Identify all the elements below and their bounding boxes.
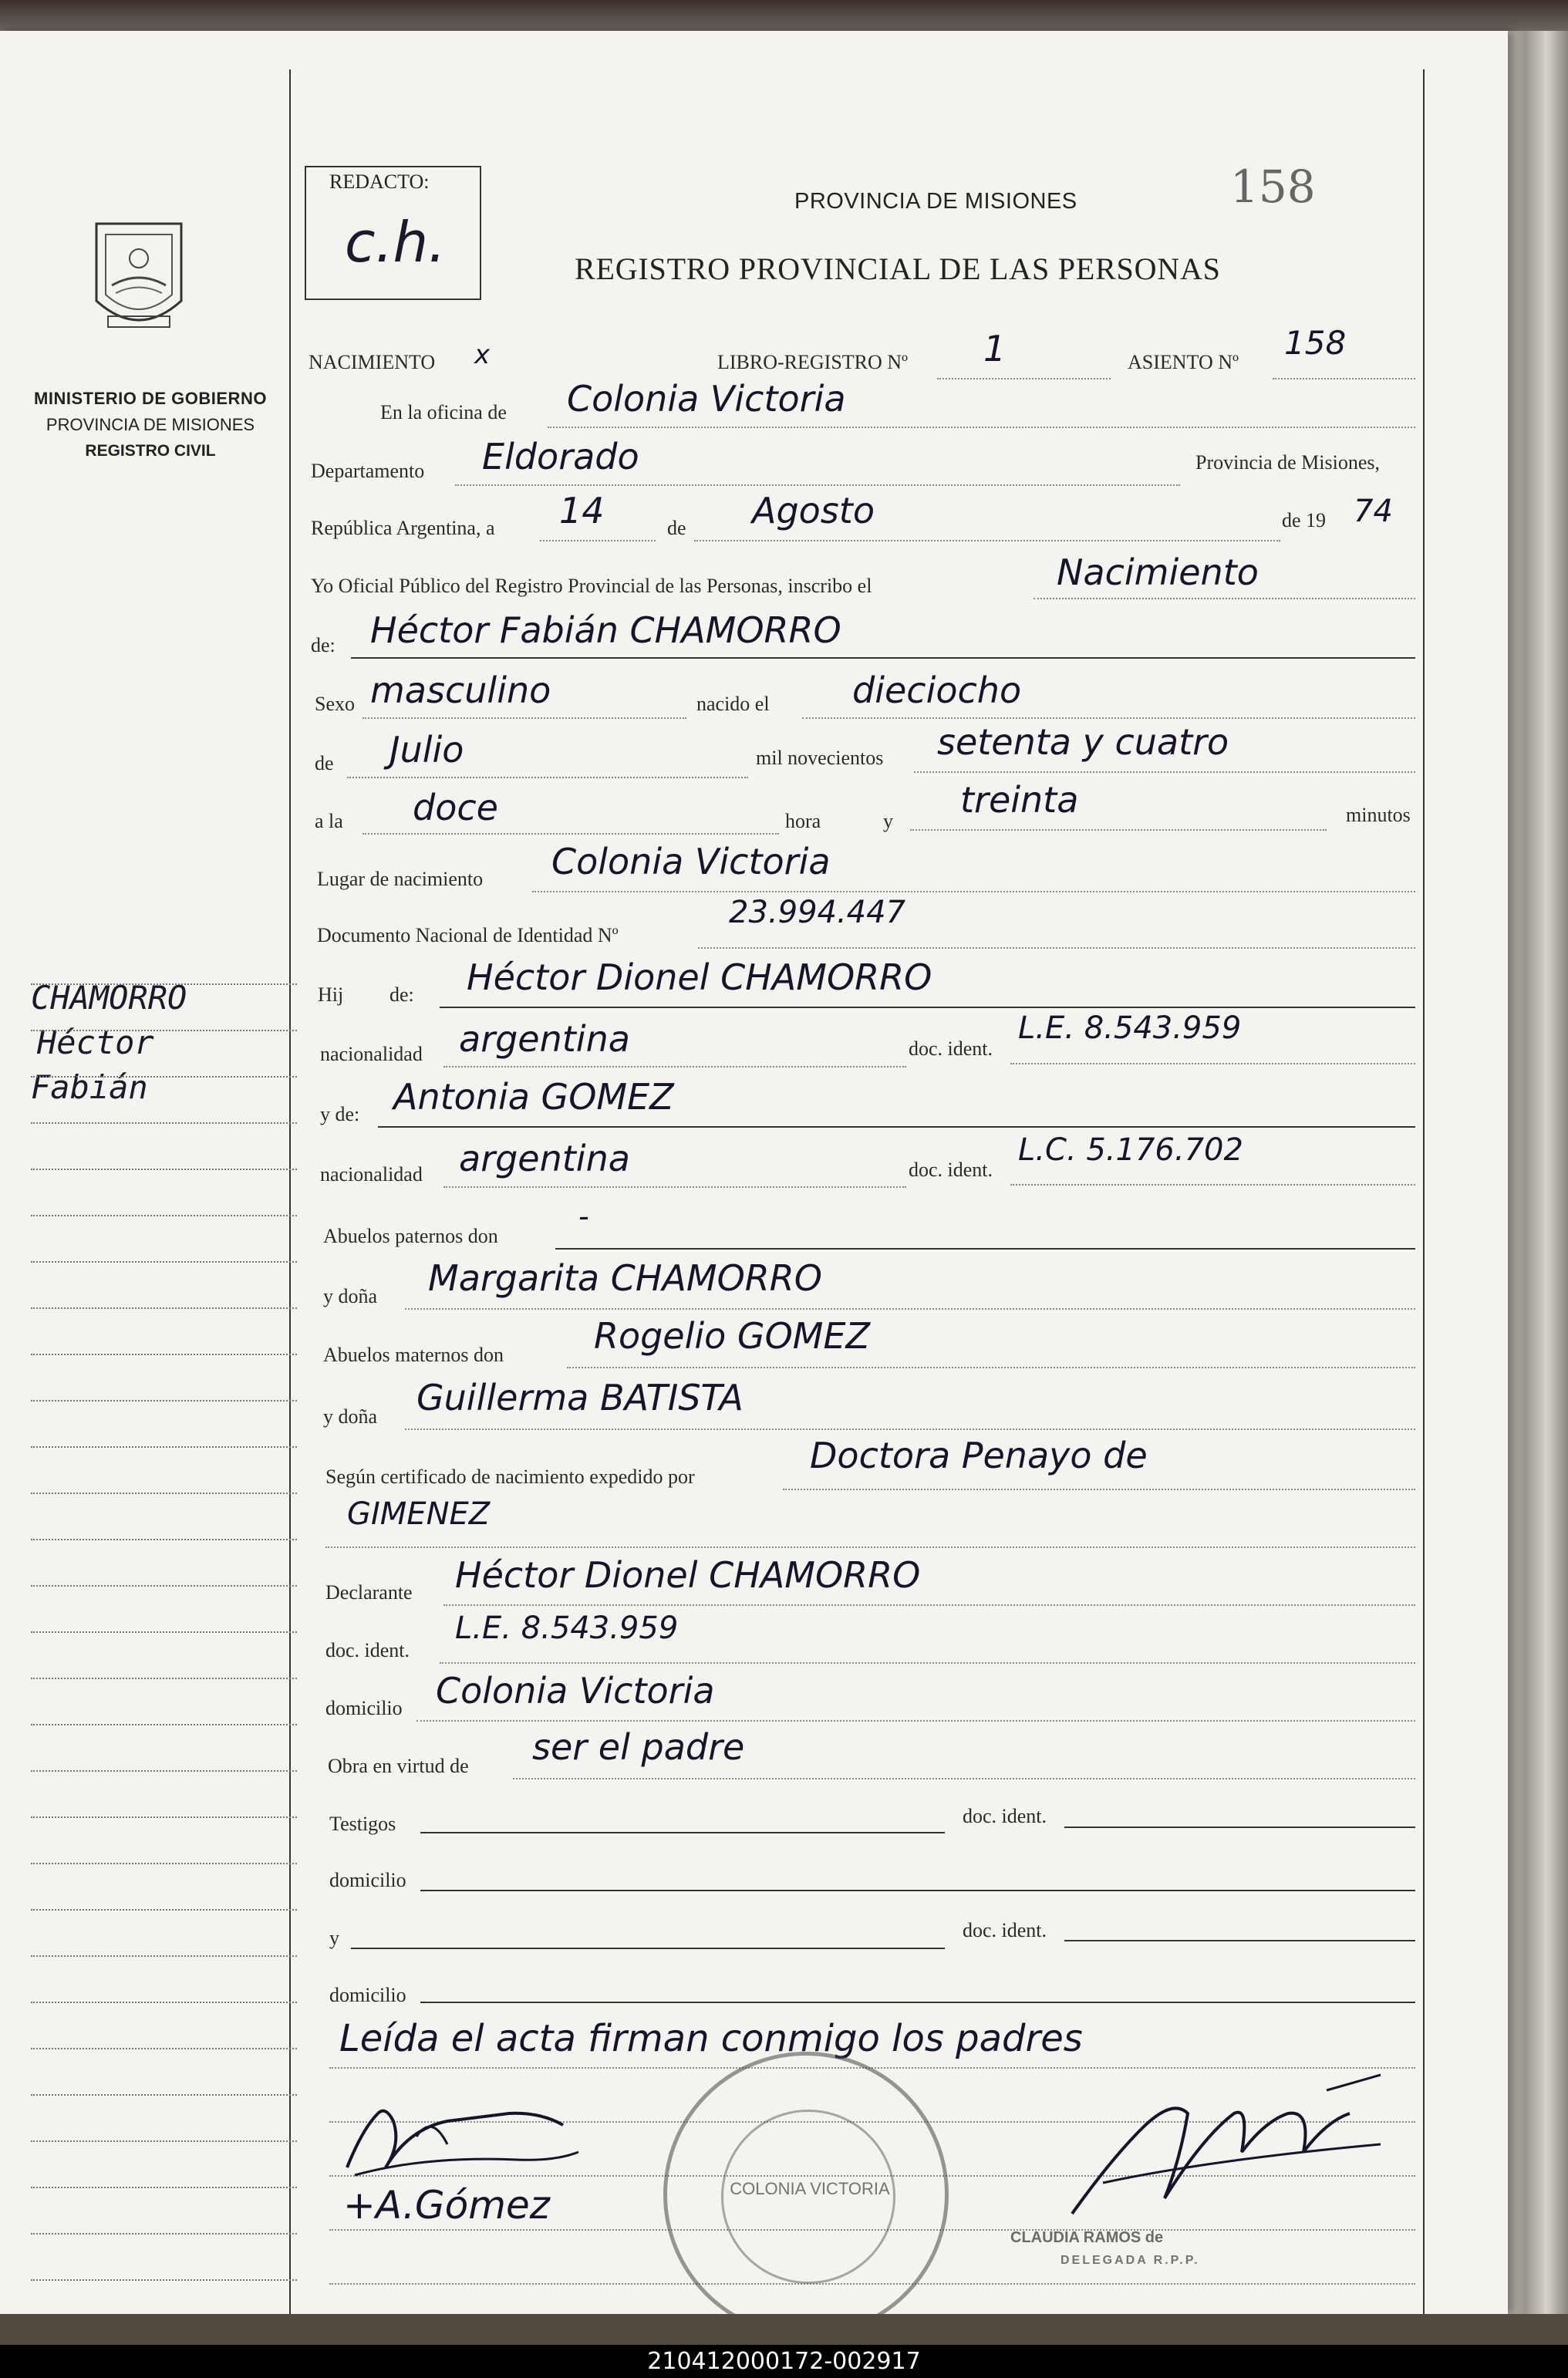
margin-line xyxy=(31,2140,297,2142)
mil-label: mil novecientos xyxy=(756,747,884,769)
doc-declarante-value: L.E. 8.543.959 xyxy=(455,1611,679,1646)
nacionalidad-padre-line xyxy=(443,1066,906,1068)
yde-label: y de: xyxy=(320,1103,360,1125)
margin-line xyxy=(31,1215,297,1216)
abuela-paterna-value: Margarita CHAMORRO xyxy=(428,1257,822,1299)
delegate-name: CLAUDIA RAMOS de xyxy=(1010,2229,1164,2246)
margin-line xyxy=(31,1631,297,1633)
asiento-line xyxy=(1273,378,1415,379)
testigo1-domicilio-label: domicilio xyxy=(329,1869,406,1891)
margin-note-line2: Héctor xyxy=(37,1024,154,1061)
mil-line xyxy=(914,771,1415,773)
sexo-label: Sexo xyxy=(315,693,355,715)
ydona-materna-label: y doña xyxy=(323,1405,378,1428)
abuelos-paternos-value: - xyxy=(578,1199,589,1233)
margin-line xyxy=(31,1909,297,1911)
dni-label: Documento Nacional de Identidad Nº xyxy=(317,924,619,946)
segun-line2 xyxy=(325,1547,1415,1548)
oficina-line xyxy=(548,427,1415,428)
margin-line xyxy=(31,2002,297,2003)
provincia-suffix: Provincia de Misiones, xyxy=(1195,451,1381,474)
sexo-line xyxy=(362,717,686,719)
margin-line xyxy=(31,1493,297,1494)
docident-padre-label: doc. ident. xyxy=(909,1037,993,1060)
delegate-role: DELEGADA R.P.P. xyxy=(1061,2254,1200,2267)
de-mes-label: de xyxy=(315,752,334,774)
y-label: y xyxy=(883,810,893,832)
hijo-label: Hij xyxy=(318,983,344,1006)
doc-madre-value: L.C. 5.176.702 xyxy=(1018,1132,1243,1168)
domicilio-line xyxy=(416,1720,1415,1722)
abuelos-maternos-label: Abuelos maternos don xyxy=(323,1344,504,1366)
de-label: de xyxy=(667,517,686,539)
dia-value: 14 xyxy=(559,490,605,531)
abuela-materna-value: Guillerma BATISTA xyxy=(416,1377,744,1418)
testigo2-line xyxy=(351,1948,945,1949)
obra-line xyxy=(513,1778,1415,1779)
margin-line xyxy=(31,1122,297,1124)
padre-value: Héctor Dionel CHAMORRO xyxy=(467,956,932,998)
doc-madre-line xyxy=(1010,1184,1415,1186)
delegate-signature xyxy=(1057,2067,1396,2237)
redacto-value: c.h. xyxy=(345,210,446,275)
margin-line xyxy=(31,2048,297,2049)
margin-note-line3: Fabián xyxy=(31,1068,148,1106)
departamento-value: Eldorado xyxy=(482,436,639,477)
abuela-materna-line xyxy=(405,1428,1415,1430)
mil-value: setenta y cuatro xyxy=(937,721,1229,763)
docident-madre-label: doc. ident. xyxy=(909,1159,993,1181)
hora-line xyxy=(362,833,779,835)
testigo1-docident-label: doc. ident. xyxy=(963,1805,1047,1827)
mes-line xyxy=(694,540,1280,541)
madre-line xyxy=(378,1126,1415,1128)
column-divider xyxy=(289,69,291,2322)
madre-value: Antonia GOMEZ xyxy=(393,1076,674,1118)
oficina-value: Colonia Victoria xyxy=(567,378,846,420)
margin-line xyxy=(31,1307,297,1309)
margin-line xyxy=(31,1585,297,1587)
margin-line xyxy=(31,1261,297,1263)
dni-value: 23.994.447 xyxy=(729,895,906,930)
redacto-label: REDACTO: xyxy=(329,170,430,193)
segun-label: Según certificado de nacimiento expedido por xyxy=(325,1466,695,1488)
page-number: 158 xyxy=(1230,160,1316,213)
ydona-paterna-label: y doña xyxy=(323,1285,378,1307)
stamp-text: COLONIA VICTORIA xyxy=(730,2179,890,2198)
asiento-value: 158 xyxy=(1284,324,1347,362)
anio-value: 74 xyxy=(1354,494,1393,529)
abuelos-paternos-label: Abuelos paternos don xyxy=(323,1225,498,1247)
margin-line xyxy=(31,1354,297,1355)
minutos-label: minutos xyxy=(1346,804,1411,826)
obra-label: Obra en virtud de xyxy=(328,1755,469,1777)
margin-line xyxy=(31,1400,297,1402)
nacionalidad-madre-line xyxy=(443,1186,906,1188)
nombre-value: Héctor Fabián CHAMORRO xyxy=(370,609,841,651)
obra-value: ser el padre xyxy=(532,1726,745,1768)
margin-line xyxy=(31,983,297,985)
margin-line xyxy=(31,1816,297,1818)
hijo-de-label: de: xyxy=(389,983,414,1006)
de-mes-line xyxy=(347,777,748,778)
lugar-label: Lugar de nacimiento xyxy=(317,868,484,890)
margin-line xyxy=(31,1724,297,1725)
testigo2-domicilio-label: domicilio xyxy=(329,1984,406,2006)
mes-value: Agosto xyxy=(752,490,875,531)
margin-line xyxy=(31,1955,297,1957)
nombre-line xyxy=(351,657,1415,659)
abuelo-materno-value: Rogelio GOMEZ xyxy=(594,1315,871,1357)
margin-line xyxy=(31,2187,297,2188)
nacionalidad-padre-value: argentina xyxy=(459,1018,630,1060)
minutos-value: treinta xyxy=(960,779,1079,821)
anio-prefix: de 19 xyxy=(1282,509,1327,531)
testigo2-doc-line xyxy=(1064,1940,1415,1941)
testigo2-domicilio-line xyxy=(420,2002,1415,2003)
declarante-value: Héctor Dionel CHAMORRO xyxy=(455,1554,921,1596)
ministry-line3: REGISTRO CIVIL xyxy=(85,442,216,460)
margin-line xyxy=(31,1863,297,1864)
de-mes-value: Julio xyxy=(389,729,464,771)
testigos-label: Testigos xyxy=(329,1813,396,1835)
margin-line xyxy=(31,1076,297,1078)
dia-line xyxy=(540,540,656,541)
nacionalidad-padre-label: nacionalidad xyxy=(320,1043,423,1065)
oficial-value: Nacimiento xyxy=(1057,551,1259,593)
abuela-paterna-line xyxy=(405,1308,1415,1310)
testigo2-docident-label: doc. ident. xyxy=(963,1919,1047,1941)
margin-note-line1: CHAMORRO xyxy=(31,979,187,1017)
nacionalidad-madre-value: argentina xyxy=(459,1138,630,1179)
docident-declarante-label: doc. ident. xyxy=(325,1639,410,1661)
official-stamp xyxy=(663,2052,949,2337)
mother-signature: +A.Gómez xyxy=(343,2183,550,2228)
declarante-line xyxy=(443,1604,1415,1606)
margin-line xyxy=(31,1539,297,1540)
margin-line xyxy=(31,1169,297,1170)
nacido-label: nacido el xyxy=(696,693,770,715)
ala-label: a la xyxy=(315,810,343,832)
ministry-header xyxy=(15,386,285,464)
asiento-label: ASIENTO Nº xyxy=(1128,351,1239,373)
testigo1-doc-line xyxy=(1064,1827,1415,1828)
background-top xyxy=(0,0,1568,31)
margin-note xyxy=(31,976,293,1110)
oficial-label: Yo Oficial Público del Registro Provincial de las Personas, inscribo el xyxy=(311,575,872,597)
segun-line xyxy=(783,1489,1415,1490)
doc-padre-line xyxy=(1010,1063,1415,1064)
dni-line xyxy=(698,947,1415,949)
provincial-emblem-icon xyxy=(81,208,197,339)
sexo-value: masculino xyxy=(370,670,551,711)
margin-line xyxy=(31,2094,297,2096)
nacido-value: dieciocho xyxy=(852,670,1022,711)
margin-line xyxy=(31,1446,297,1448)
doc-padre-value: L.E. 8.543.959 xyxy=(1018,1010,1242,1046)
hora-label: hora xyxy=(785,810,821,832)
leida-text: Leída el acta firman conmigo los padres xyxy=(339,2017,1083,2060)
domicilio-label: domicilio xyxy=(325,1697,403,1719)
document-page xyxy=(0,31,1508,2314)
ministry-line1: MINISTERIO DE GOBIERNO xyxy=(34,389,267,408)
image-id-bar: 210412000172-002917 xyxy=(0,2345,1568,2378)
lugar-line xyxy=(532,891,1415,892)
padre-line xyxy=(440,1007,1415,1008)
de-colon-label: de: xyxy=(311,634,336,656)
abuelo-materno-line xyxy=(567,1367,1415,1368)
nacionalidad-madre-label: nacionalidad xyxy=(320,1163,423,1186)
libro-label: LIBRO-REGISTRO Nº xyxy=(717,351,909,373)
lugar-value: Colonia Victoria xyxy=(551,841,831,882)
oficial-line xyxy=(1034,598,1415,599)
registry-title: REGISTRO PROVINCIAL DE LAS PERSONAS xyxy=(575,251,1221,286)
nacimiento-mark: x xyxy=(474,339,491,370)
testigo1-domicilio-line xyxy=(420,1890,1415,1891)
redacto-box xyxy=(305,166,481,300)
minutos-line xyxy=(910,829,1327,831)
segun-value2: GIMENEZ xyxy=(347,1496,491,1532)
declarante-label: Declarante xyxy=(325,1581,413,1604)
testigo1-line xyxy=(420,1832,945,1833)
margin-line xyxy=(31,1770,297,1772)
hora-value: doce xyxy=(413,787,498,828)
segun-value: Doctora Penayo de xyxy=(810,1435,1148,1476)
ministry-line2: PROVINCIA DE MISIONES xyxy=(46,415,255,434)
oficina-label: En la oficina de xyxy=(380,401,507,423)
margin-line xyxy=(31,1678,297,1679)
background-bottom xyxy=(0,2314,1568,2345)
abuelos-paternos-line xyxy=(555,1248,1415,1250)
margin-line xyxy=(31,2233,297,2235)
doc-declarante-line xyxy=(440,1662,1415,1664)
province-heading: PROVINCIA DE MISIONES xyxy=(794,189,1077,214)
margin-line xyxy=(31,2279,297,2281)
libro-value: 1 xyxy=(983,328,1007,369)
libro-line xyxy=(937,378,1111,379)
departamento-line xyxy=(455,484,1180,486)
departamento-label: Departamento xyxy=(311,460,425,482)
margin-line xyxy=(31,1030,297,1031)
testigo2-y-label: y xyxy=(329,1927,339,1949)
nacido-line xyxy=(802,717,1415,719)
domicilio-value: Colonia Victoria xyxy=(436,1670,715,1712)
right-border xyxy=(1423,69,1425,2322)
nacimiento-label: NACIMIENTO xyxy=(309,351,436,373)
republica-label: República Argentina, a xyxy=(311,517,495,539)
